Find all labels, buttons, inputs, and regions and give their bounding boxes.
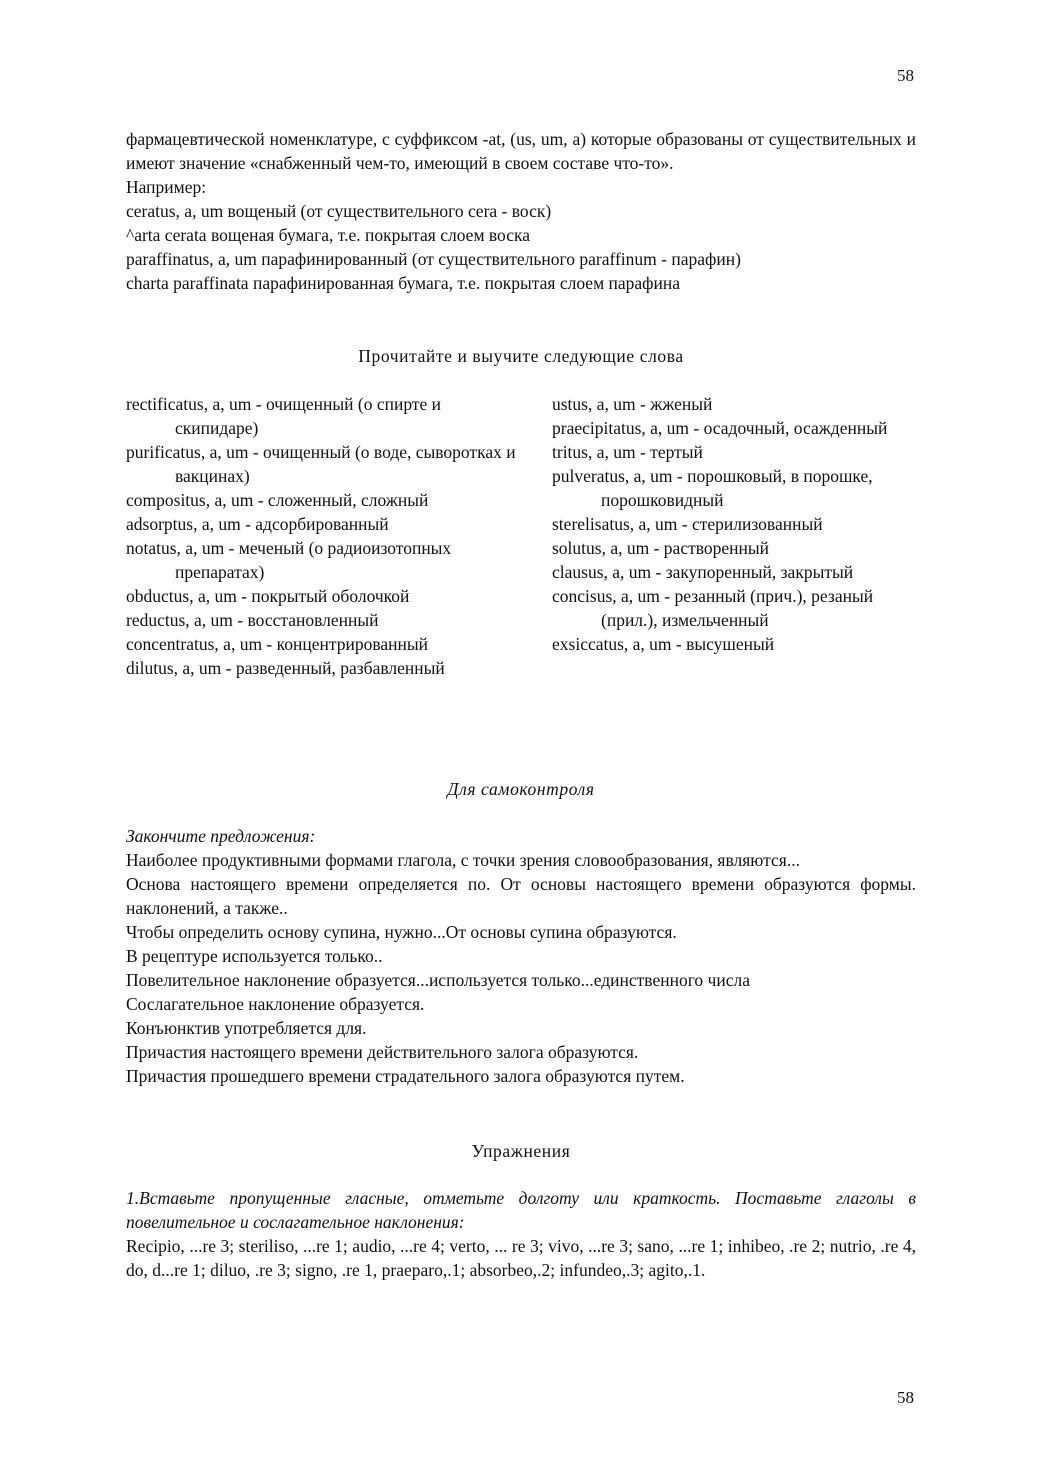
- selfcheck-line: Конъюнктив употребляется для.: [126, 1018, 367, 1038]
- vocab-entry: pulveratus, a, um - порошковый, в порошке, порошковидный: [552, 466, 873, 510]
- vocab-entry: solutus, a, um - растворенный: [552, 538, 769, 558]
- vocab-entry: obductus, a, um - покрытый оболочкой: [126, 586, 410, 606]
- selfcheck-line: Сослагательное наклонение образуется.: [126, 994, 425, 1014]
- selfcheck-line: Причастия прошедшего времени страдательного залога образуются путем.: [126, 1066, 685, 1086]
- vocab-entry: concisus, a, um - резанный (прич.), резаный (прил.), измельченный: [552, 586, 874, 630]
- example-line: ceratus, a, um вощеный (от существительного cera - воск): [126, 201, 552, 221]
- exercise-task: 1.Вставьте пропущенные гласные, отметьте долготу или краткость. Поставьте глаголы в повелительное и сослагательное наклонения:: [126, 1188, 916, 1232]
- selfcheck-line: Причастия настоящего времени действительного залога образуются.: [126, 1042, 639, 1062]
- example-line: charta paraffinata парафинированная бумага, т.е. покрытая слоем парафина: [126, 273, 681, 293]
- vocab-entry: compositus, a, um - сложенный, сложный: [126, 490, 429, 510]
- vocab-entry: reductus, a, um - восстановленный: [126, 610, 379, 630]
- vocab-entry: rectificatus, a, um - очищенный (о спирте и скипидаре): [126, 394, 441, 438]
- example-line: ^arta cerata вощеная бумага, т.е. покрытая слоем воска: [126, 225, 530, 245]
- example-label: Например:: [126, 177, 207, 197]
- vocab-column-right: [552, 392, 922, 656]
- intro-paragraph: фармацевтической номенклатуре, с суффиксом -at, (us, um, a) которые образованы от существительных и имеют значение «снабженный чем-то, имеющий в своем составе что-то».: [126, 129, 916, 173]
- selfcheck-line: Наиболее продуктивными формами глагола, с точки зрения словообразования, являются...: [126, 850, 800, 870]
- page-number-top: 58: [897, 66, 914, 85]
- vocab-entry: tritus, a, um - тертый: [552, 442, 703, 462]
- vocab-entry: clausus, a, um - закупоренный, закрытый: [552, 562, 854, 582]
- vocab-entry: concentratus, a, um - концентрированный: [126, 634, 428, 654]
- selfcheck-heading: Для самоконтроля: [447, 779, 595, 799]
- vocab-entry: ustus, a, um - жженый: [552, 394, 713, 414]
- vocab-entry: exsiccatus, a, um - высушеный: [552, 634, 775, 654]
- vocab-entry: sterelisatus, a, um - стерилизованный: [552, 514, 823, 534]
- vocab-entry: purificatus, a, um - очищенный (о воде, сыворотках и вакцинах): [126, 442, 516, 486]
- example-line: paraffinatus, a, um парафинированный (от существительного paraffinum - парафин): [126, 249, 741, 269]
- selfcheck-line: Основа настоящего времени определяется по. От основы настоящего времени образуются формы. наклонений, а также..: [126, 874, 916, 918]
- vocab-heading: Прочитайте и выучите следующие слова: [358, 346, 684, 366]
- selfcheck-line: Чтобы определить основу супина, нужно...От основы супина образуются.: [126, 922, 677, 942]
- vocab-entry: praecipitatus, a, um - осадочный, осажденный: [552, 418, 888, 438]
- vocab-column-left: [126, 392, 526, 680]
- vocab-entry: adsorptus, a, um - адсорбированный: [126, 514, 389, 534]
- page-number-bottom: 58: [897, 1388, 914, 1407]
- selfcheck-task: Закончите предложения:: [126, 826, 316, 846]
- vocab-entry: notatus, a, um - меченый (о радиоизотопных препаратах): [126, 538, 452, 582]
- selfcheck-line: Повелительное наклонение образуется...используется только...единственного числа: [126, 970, 750, 990]
- selfcheck-section: [126, 824, 916, 1088]
- vocab-entry: dilutus, a, um - разведенный, разбавленный: [126, 658, 445, 678]
- intro-section: [126, 127, 916, 295]
- selfcheck-line: В рецептуре используется только..: [126, 946, 383, 966]
- exercise-1: [126, 1186, 916, 1282]
- exercises-heading: Упражнения: [471, 1141, 571, 1161]
- exercise-text: Recipio, ...re 3; steriliso, ...re 1; audio, ...re 4; verto, ... re 3; vivo, ...re 3; sano, ...re 1; inhibeo, .re 2; nutrio, .re 4, do, d...re 1; diluo, .re 3; signo, .re 1, praeparo,.1; absorbeo,.2; infundeo,.3; agito,.1.: [126, 1236, 916, 1280]
